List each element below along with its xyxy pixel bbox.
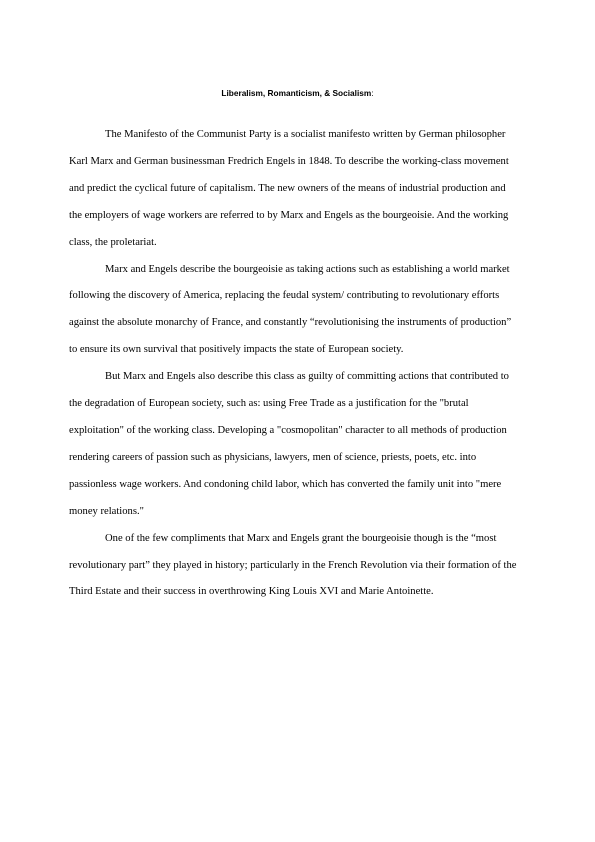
paragraph: One of the few compliments that Marx and Engels grant the bourgeoisie though is the “most revolutionary part” they played in history; particularly in the French Revolution via their formation of the Third Estate and their success in overthrowing King Louis XVI and Marie Antoinette. xyxy=(69,532,517,598)
document-body xyxy=(69,122,521,606)
paragraph: Marx and Engels describe the bourgeoisie as taking actions such as establishing a world market following the discovery of America, replacing the feudal system/ contributing to revolutionary efforts against the absolute monarchy of France, and constantly “revolutionising the instruments of production” to ensure its own survival that positively impacts the state of European society. xyxy=(69,263,512,356)
paragraph: The Manifesto of the Communist Party is a socialist manifesto written by German philosopher Karl Marx and German businessman Fredrich Engels in 1848. To describe the working-class movement and predict the cyclical future of capitalism. The new owners of the means of industrial production and the employers of wage workers are referred to by Marx and Engels as the bourgeoisie. And the working class, the proletariat. xyxy=(69,129,509,248)
title-text: Liberalism, Romanticism, & Socialism xyxy=(221,88,372,98)
title-colon: : xyxy=(371,88,374,98)
document-title xyxy=(0,87,595,99)
paragraph: But Marx and Engels also describe this class as guilty of committing actions that contributed to the degradation of European society, such as: using Free Trade as a justification for the "brutal exploitation" of the working class. Developing a "cosmopolitan" character to all methods of production rendering careers of passion such as physicians, lawyers, men of science, priests, poets, etc. into passionless wage workers. And condoning child labor, which has converted the family unit into "mere money relations." xyxy=(69,371,509,517)
